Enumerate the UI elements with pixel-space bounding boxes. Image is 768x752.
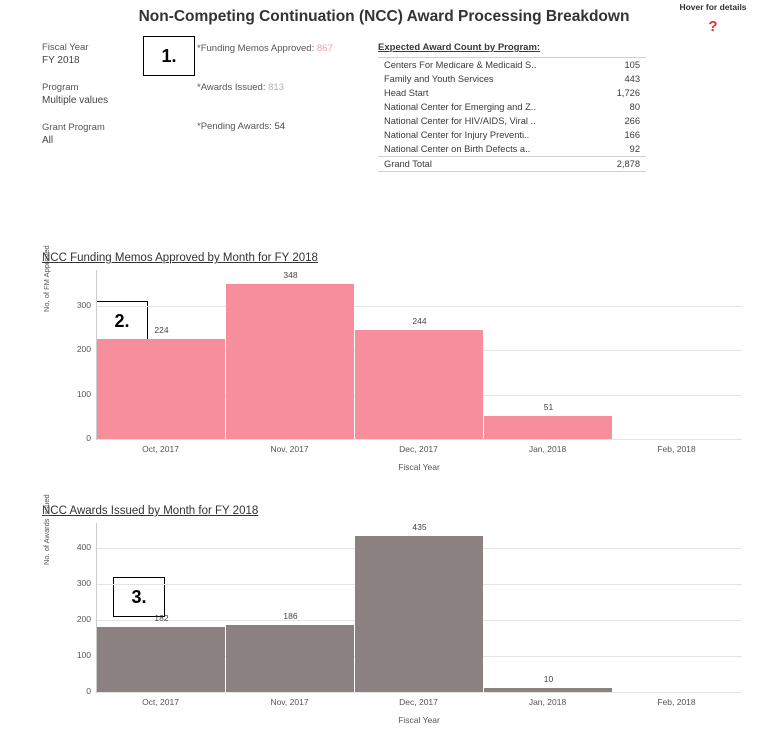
bar-value-label: 348 [283,270,298,281]
chart-2-x-axis-title: Fiscal Year [398,715,440,725]
program-name: National Center for Emerging and Z.. [384,102,536,112]
bar-nov-2017[interactable] [226,625,354,692]
table-row[interactable] [378,72,646,86]
gridline [97,692,742,693]
bar-value-label: 10 [543,674,554,685]
bar-nov-2017[interactable] [226,284,354,439]
kpi-awards-issued-value: 813 [268,82,284,93]
bar-jan-2018[interactable] [484,688,612,692]
filter-fiscal-year-label: Fiscal Year [42,42,89,53]
x-tick-label: Feb, 2018 [657,697,696,707]
x-tick-label: Feb, 2018 [657,444,696,454]
x-tick-label: Oct, 2017 [142,444,179,454]
kpi-funding-memos-approved-value: 867 [316,43,333,54]
y-tick-label: 0 [86,686,91,696]
filter-grant-program-label: Grant Program [42,122,105,133]
question-mark-icon[interactable]: ? [708,18,718,35]
x-tick-label: Dec, 2017 [399,444,438,454]
y-tick-label: 300 [76,578,91,589]
program-name: Family and Youth Services [384,74,494,84]
table-row[interactable] [378,58,646,73]
program-count: 92 [629,144,640,154]
program-name: Centers For Medicare & Medicaid S.. [384,60,537,70]
program-count: 266 [624,116,640,126]
program-count: 443 [624,74,640,84]
program-name: Head Start [384,88,429,98]
expected-award-count-table [378,42,646,172]
program-name: National Center on Birth Defects a.. [384,144,531,154]
filter-program[interactable] [42,82,162,106]
callout-marker-1: 1. [143,36,195,76]
filter-fiscal-year-value[interactable]: FY 2018 [42,55,80,66]
chart-2-plot-area[interactable] [76,521,742,696]
filter-grant-program-value[interactable]: All [42,135,54,146]
hover-for-details-hint[interactable] [668,2,758,35]
chart-2-title: NCC Awards Issued by Month for FY 2018 [42,505,259,517]
filter-program-label: Program [42,82,79,93]
bar-jan-2018[interactable] [484,416,612,439]
y-tick-label: 100 [76,650,91,661]
callout-marker-2: 2. [96,301,148,341]
table-row[interactable] [378,128,646,142]
table-row[interactable] [378,100,646,114]
kpi-awards-issued-label: *Awards Issued: [197,82,266,93]
gridline [97,306,742,307]
program-count: 105 [624,60,640,70]
bar-value-label: 244 [412,316,427,327]
expected-award-count-title: Expected Award Count by Program: [378,42,541,53]
y-tick-label: 300 [76,299,91,310]
grand-total-count: 2,878 [598,157,646,172]
hover-hint-label: Hover for details [679,2,747,12]
y-tick-label: 200 [76,344,91,355]
chart-awards-issued [42,494,742,745]
bar-value-label: 182 [154,612,169,623]
x-tick-label: Nov, 2017 [270,697,309,707]
program-count: 1,726 [616,88,640,98]
chart-1-x-tick-labels [96,444,742,458]
program-count: 166 [624,130,640,140]
bar-value-label: 435 [412,521,427,532]
grand-total-label: Grand Total [378,157,598,172]
y-tick-label: 400 [76,542,91,553]
bar-value-label: 224 [154,325,169,336]
kpi-funding-memos-approved [197,43,372,54]
gridline [97,439,742,440]
kpi-funding-memos-approved-label: *Funding Memos Approved: [197,43,315,54]
y-tick-label: 200 [76,614,91,625]
kpi-awards-issued [197,82,372,93]
table-row-grand-total [378,157,646,172]
chart-1-x-axis-title: Fiscal Year [398,462,440,472]
x-tick-label: Jan, 2018 [528,697,567,707]
callout-marker-3: 3. [113,577,165,617]
kpi-pending-awards-label: *Pending Awards: [197,121,272,132]
bar-value-label: 51 [543,402,554,413]
chart-1-title: NCC Funding Memos Approved by Month for FY 2018 [42,252,318,264]
chart-1-plot-area[interactable] [76,270,742,443]
chart-1-y-axis-title: No. of FM Approved [42,245,51,312]
bar-dec-2017[interactable] [355,536,483,692]
page-title: Non-Competing Continuation (NCC) Award Processing Breakdown [138,8,630,25]
x-tick-label: Nov, 2017 [270,444,309,454]
chart-funding-memos-approved [42,245,742,492]
program-name: National Center for HIV/AIDS, Viral .. [384,116,536,126]
x-tick-label: Oct, 2017 [142,697,179,707]
y-tick-label: 100 [76,388,91,399]
bar-oct-2017[interactable] [97,339,225,439]
x-tick-label: Jan, 2018 [528,444,567,454]
chart-2-y-axis-title: No. of Awards Issued [42,494,51,565]
chart-2-x-tick-labels [96,697,742,711]
x-tick-label: Dec, 2017 [399,697,438,707]
table-row[interactable] [378,114,646,128]
table-row[interactable] [378,142,646,157]
program-name: National Center for Injury Preventi.. [384,130,530,140]
program-count: 80 [629,102,640,112]
kpi-panel [197,43,372,160]
filter-program-value[interactable]: Multiple values [42,95,109,106]
bar-dec-2017[interactable] [355,330,483,439]
bar-oct-2017[interactable] [97,627,225,692]
program-table-body [378,58,646,172]
filter-grant-program[interactable] [42,122,162,146]
table-row[interactable] [378,86,646,100]
kpi-pending-awards-value: 54 [274,121,286,132]
y-tick-label: 0 [86,433,91,443]
bar-value-label: 186 [283,611,298,622]
program-table [378,57,646,172]
kpi-pending-awards [197,121,372,132]
